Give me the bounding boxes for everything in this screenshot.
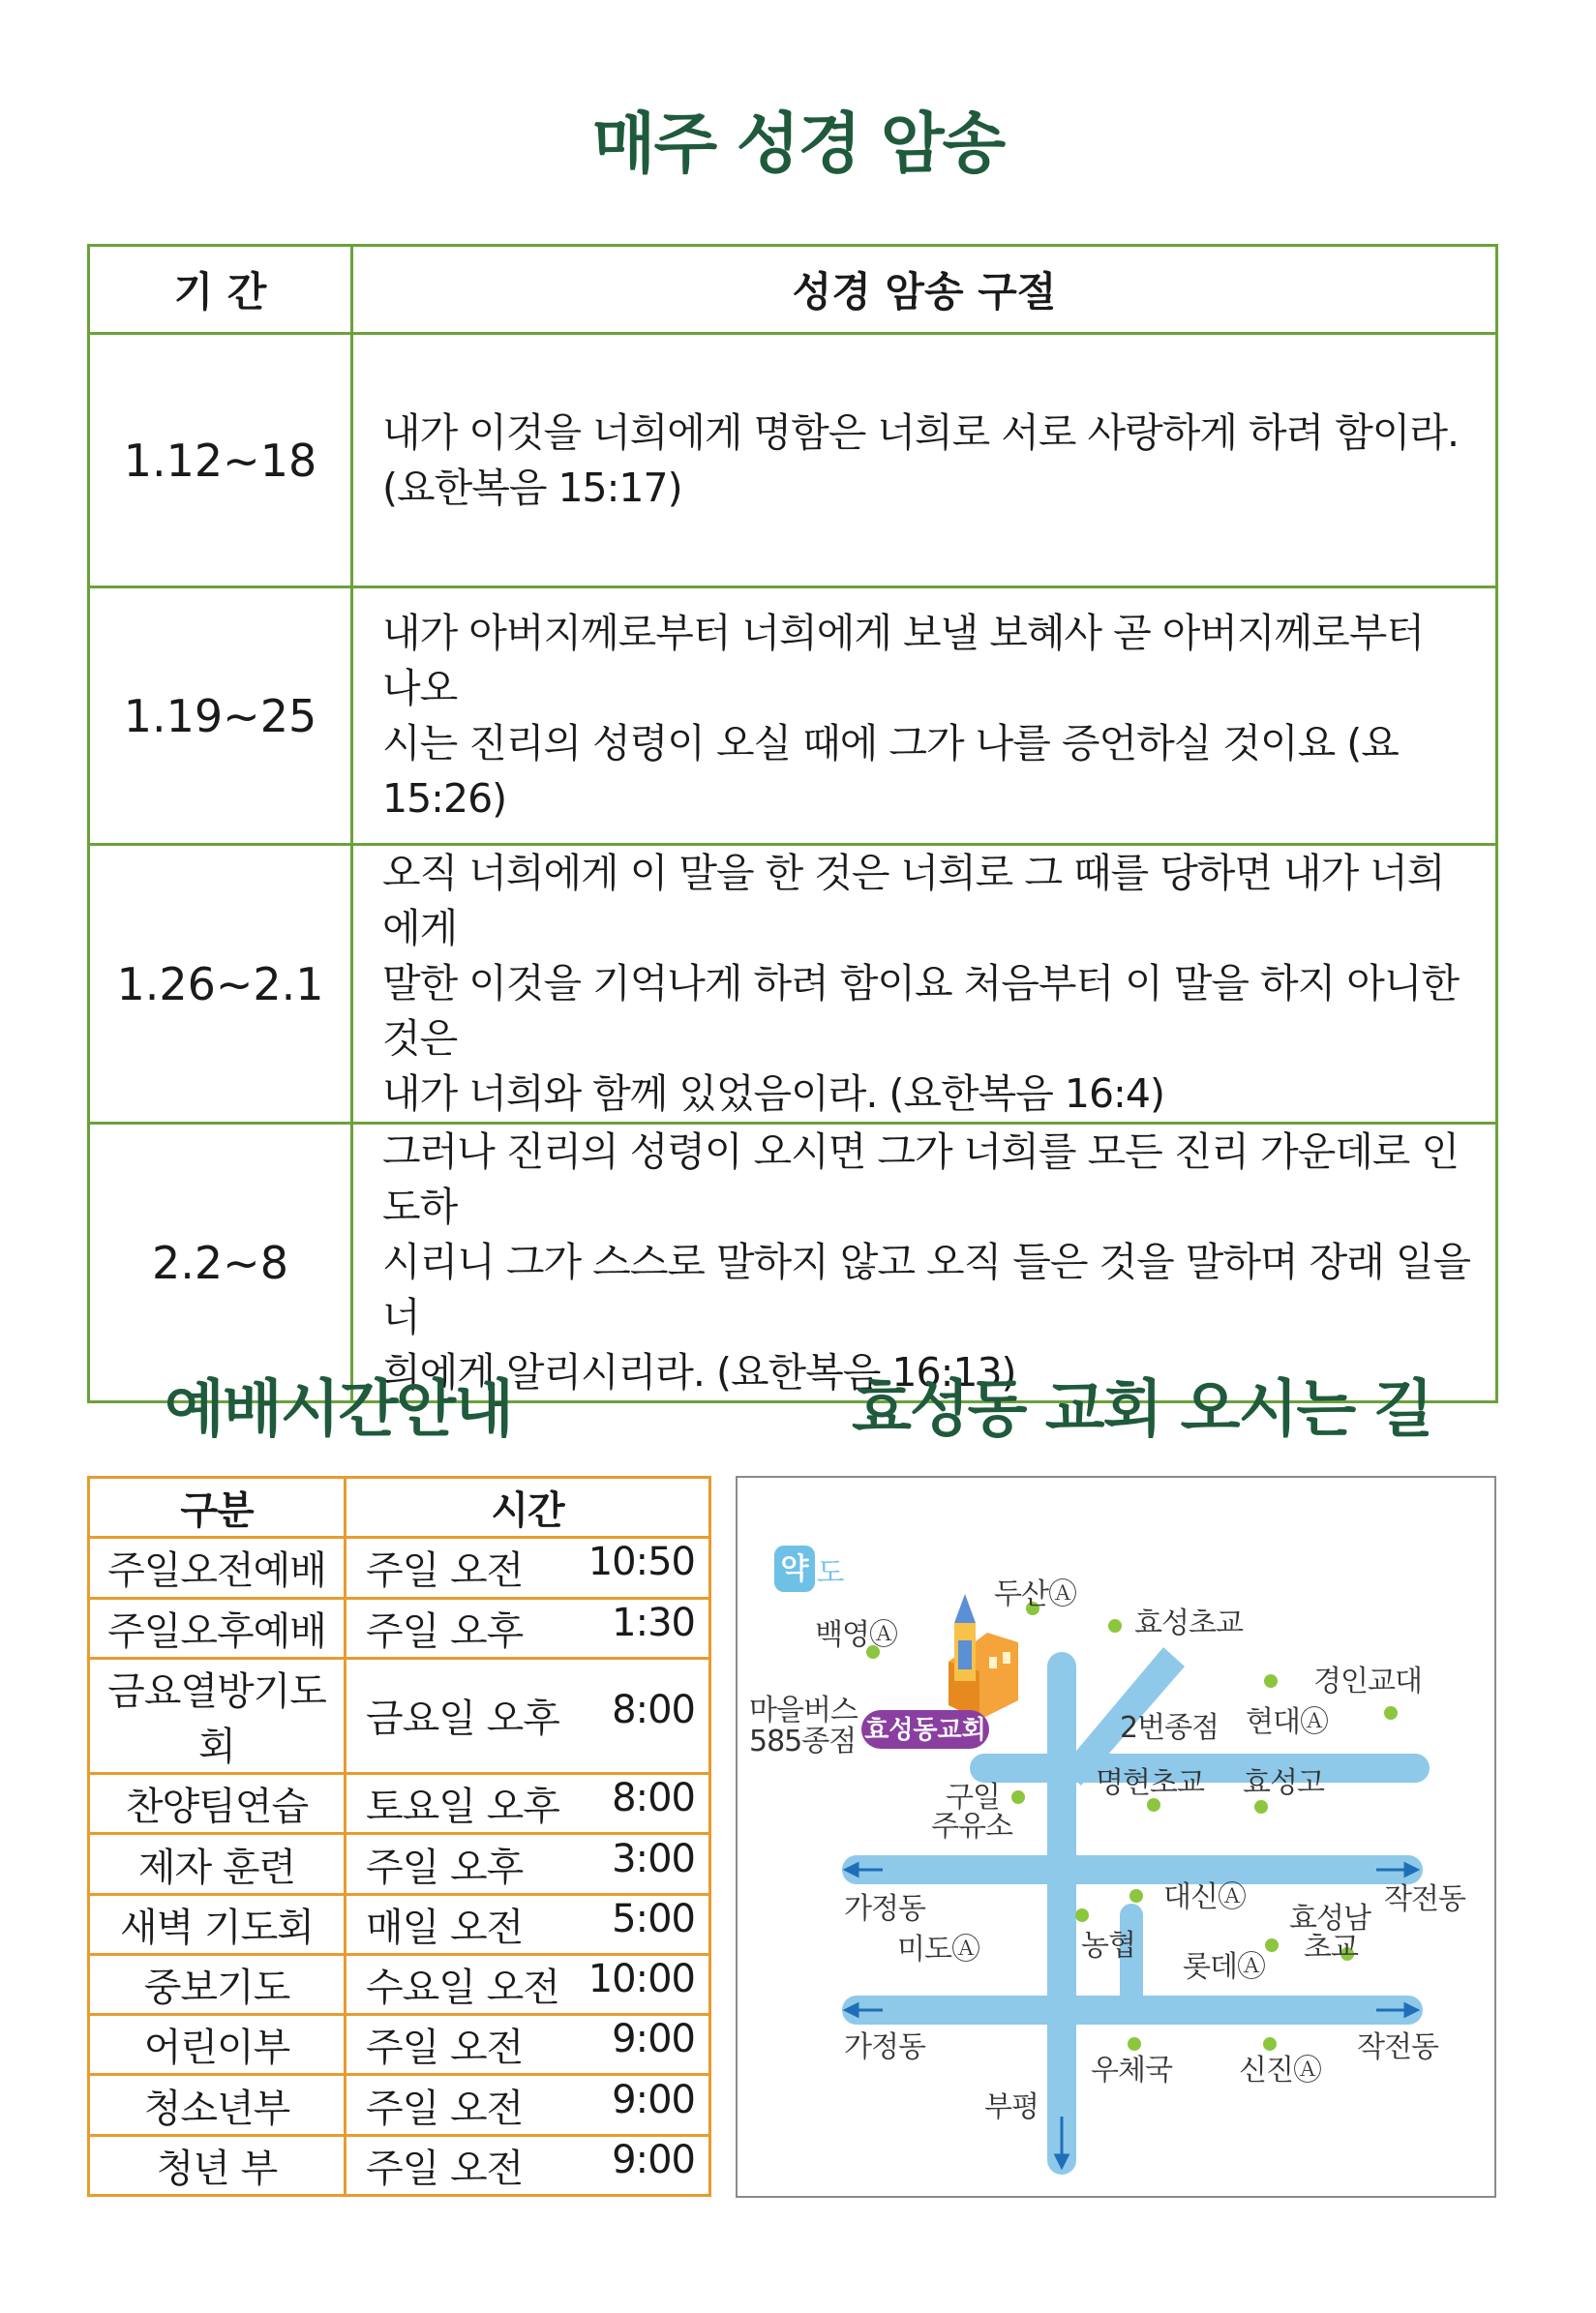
service-time-cell [346, 1658, 710, 1773]
service-time-cell [346, 1774, 710, 1834]
table-row [89, 1894, 710, 1954]
verse-line: 오직 너희에게 이 말을 한 것은 너희로 그 때를 당하면 내가 너희에게 [382, 850, 1445, 951]
service-time: 8:00 [612, 1688, 695, 1733]
table-row [89, 1598, 710, 1658]
label-hyosungnam-2: 초교 [1304, 1931, 1358, 1965]
service-time-cell [346, 1894, 710, 1954]
service-time: 5:00 [612, 1896, 695, 1941]
service-name: 새벽 기도회 [89, 1894, 346, 1954]
label-bupyeong: 부평 [984, 2090, 1039, 2124]
header-period: 기 간 [89, 246, 352, 334]
main-vertical-road [1047, 1652, 1076, 2175]
verse-line: (요한복음 15:17) [382, 464, 682, 511]
service-time: 1:30 [612, 1600, 695, 1645]
verse-line: 내가 이것을 너희에게 명함은 너희로 서로 사랑하게 하려 함이라. [382, 408, 1460, 456]
middle-road [842, 1855, 1423, 1884]
service-day: 주일 오후 [366, 1608, 524, 1654]
label-nonghyup: 농협 [1081, 1929, 1135, 1963]
table-row [89, 334, 1497, 587]
service-day: 토요일 오후 [366, 1785, 559, 1830]
label-gajeong-1: 가정동 [844, 1892, 925, 1926]
label-hyosung-high: 효성고 [1243, 1766, 1324, 1800]
service-time-cell [346, 1538, 710, 1598]
service-day: 주일 오전 [366, 2026, 524, 2071]
table-row [89, 1538, 710, 1598]
verse-cell [352, 845, 1497, 1124]
table-row [89, 2135, 710, 2195]
service-time-cell [346, 2075, 710, 2135]
table-row [89, 1834, 710, 1894]
service-time-cell [346, 1598, 710, 1658]
service-time: 10:00 [587, 1957, 695, 2002]
header-category: 구분 [89, 1478, 346, 1538]
badge-text-1: 약 [780, 1552, 809, 1586]
memory-verse-title: 매주 성경 암송 [591, 106, 1005, 183]
verse-line: 그러나 진리의 성령이 오시면 그가 너희를 모든 진리 가운데로 인도하 [382, 1128, 1460, 1230]
table-row [89, 845, 1497, 1124]
period-cell: 2.2~8 [89, 1124, 352, 1402]
service-name: 청년 부 [89, 2135, 346, 2195]
label-daesin: 대신Ⓐ [1163, 1880, 1246, 1914]
label-hyundai: 현대Ⓐ [1246, 1705, 1328, 1739]
period-cell: 1.12~18 [89, 334, 352, 587]
badge-text-2: 도 [816, 1556, 845, 1590]
label-village-bus-1: 마을버스 [749, 1694, 858, 1727]
service-day: 매일 오전 [366, 1905, 524, 1950]
service-time: 9:00 [612, 2017, 695, 2062]
label-dusan: 두산Ⓐ [994, 1577, 1076, 1611]
label-mido: 미도Ⓐ [897, 1933, 979, 1967]
label-post: 우체국 [1091, 2054, 1172, 2088]
table-row [89, 587, 1497, 845]
verse-line: 내가 아버지께로부터 너희에게 보낼 보혜사 곧 아버지께로부터 나오 [382, 609, 1424, 711]
service-name: 금요열방기도회 [89, 1658, 346, 1773]
label-jakjeon-2: 작전동 [1357, 2030, 1438, 2064]
service-time: 10:50 [587, 1540, 695, 1585]
worship-schedule-title: 예배시간안내 [165, 1374, 512, 1446]
directions-title: 효성동 교회 오시는 길 [852, 1374, 1432, 1446]
church-building-icon [949, 1594, 1018, 1720]
label-hyosungnam-1: 효성남 [1289, 1902, 1370, 1936]
service-time: 8:00 [612, 1776, 695, 1821]
service-name: 주일오후예배 [89, 1598, 346, 1658]
label-guil-2: 주유소 [931, 1810, 1012, 1844]
verse-cell [352, 334, 1497, 587]
service-name: 청소년부 [89, 2075, 346, 2135]
service-time: 3:00 [612, 1836, 695, 1881]
verse-line: 내가 너희와 함께 있었음이라. (요한복음 16:4) [382, 1070, 1164, 1117]
map-canvas [738, 1478, 1494, 2196]
label-jakjeon-1: 작전동 [1384, 1882, 1465, 1916]
label-baekyoung: 백영Ⓐ [815, 1618, 897, 1652]
service-time-cell [346, 1954, 710, 2014]
service-day: 주일 오전 [366, 2146, 524, 2191]
table-row [89, 1774, 710, 1834]
service-day: 주일 오전 [366, 1548, 524, 1594]
verse-line: 시리니 그가 스스로 말하지 않고 오직 들은 것을 말하며 장래 일을 너 [382, 1239, 1471, 1340]
service-time: 9:00 [612, 2137, 695, 2182]
service-time: 9:00 [612, 2077, 695, 2122]
table-header-row [89, 246, 1497, 334]
verse-line: 시는 진리의 성령이 오실 때에 그가 나를 증언하실 것이요 (요 15:26) [382, 719, 1399, 822]
service-name: 찬양팀연습 [89, 1774, 346, 1834]
service-time-cell [346, 1834, 710, 1894]
label-guil-1: 구일 [946, 1781, 1000, 1815]
label-shinjin: 신진Ⓐ [1239, 2054, 1321, 2088]
service-name: 제자 훈련 [89, 1834, 346, 1894]
service-day: 주일 오후 [366, 1845, 524, 1890]
table-row [89, 1658, 710, 1773]
service-day: 금요일 오후 [366, 1697, 559, 1742]
label-village-bus-2: 585종점 [749, 1725, 857, 1758]
table-row [89, 1954, 710, 2014]
service-day: 수요일 오전 [366, 1966, 559, 2011]
table-header-row [89, 1478, 710, 1538]
period-cell: 1.26~2.1 [89, 845, 352, 1124]
church-label: 효성동교회 [864, 1716, 986, 1745]
directions-map [736, 1476, 1496, 2198]
header-time: 시간 [346, 1478, 710, 1538]
service-name: 주일오전예배 [89, 1538, 346, 1598]
service-name: 중보기도 [89, 1954, 346, 2014]
label-stop2: 2번종점 [1120, 1711, 1220, 1745]
verse-cell [352, 587, 1497, 845]
yakdo-badge [774, 1546, 845, 1592]
label-gyeongin: 경인교대 [1313, 1665, 1422, 1698]
label-lotte: 롯데Ⓐ [1183, 1950, 1265, 1984]
header-verse: 성경 암송 구절 [352, 246, 1497, 334]
service-day: 주일 오전 [366, 2086, 524, 2131]
memory-verse-table [87, 244, 1498, 1403]
label-myeonghyeon: 명현초교 [1096, 1766, 1204, 1800]
period-cell: 1.19~25 [89, 587, 352, 845]
label-hyosung-elem: 효성초교 [1134, 1607, 1243, 1640]
label-gajeong-2: 가정동 [844, 2030, 925, 2064]
service-time-cell [346, 2015, 710, 2075]
service-time-cell [346, 2135, 710, 2195]
church-label-badge [861, 1710, 989, 1749]
service-name: 어린이부 [89, 2015, 346, 2075]
table-row [89, 2075, 710, 2135]
table-row [89, 2015, 710, 2075]
worship-schedule-table [87, 1476, 711, 2197]
verse-line: 말한 이것을 기억나게 하려 함이요 처음부터 이 말을 하지 아니한 것은 [382, 960, 1460, 1062]
verse-line: 희에게 알리시리라. (요한복음 16:13) [382, 1349, 1016, 1396]
